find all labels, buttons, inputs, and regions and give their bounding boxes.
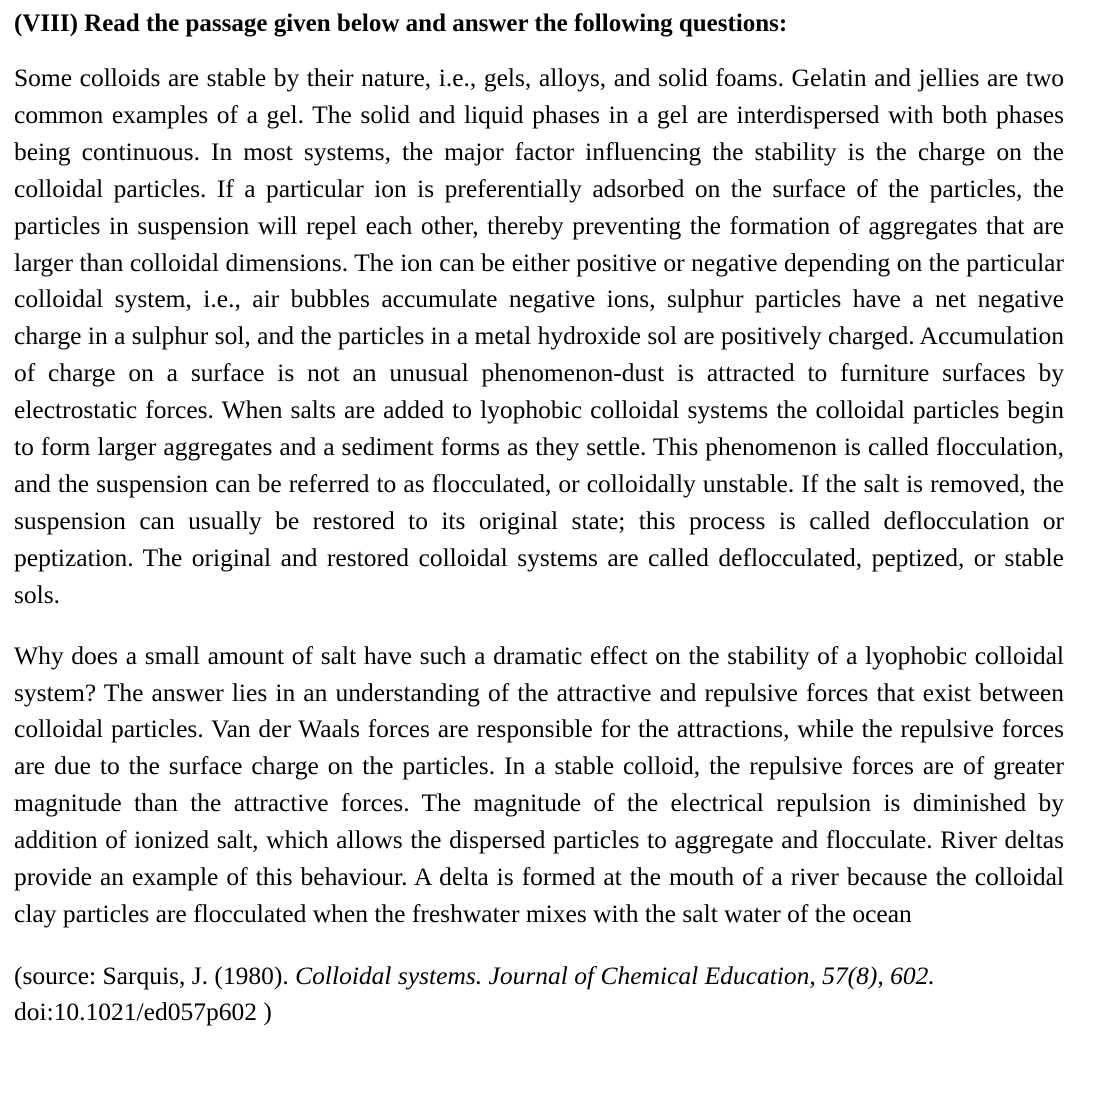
source-prefix: (source: Sarquis, J. (1980). [14,960,296,990]
document-page [14,6,1064,1030]
source-doi: doi:10.1021/ed057p602 ) [14,996,272,1026]
question-heading: (VIII) Read the passage given below and answer the following questions: [14,10,788,37]
source-citation [14,958,994,1030]
source-journal: Colloidal systems. Journal of Chemical Education, 57(8), 602. [295,960,935,990]
passage-paragraph-2: Why does a small amount of salt have such a dramatic effect on the stability of a lyophobic colloidal system? The answer lies in an understanding of the attractive and repulsive forces that exist between colloidal particles. Van der Waals forces are responsible for the attractions, while the repulsive forces are due to the surface charge on the particles. In a stable colloid, the repulsive forces are of greater magnitude than the attractive forces. The magnitude of the electrical repulsion is diminished by addition of ionized salt, which allows the dispersed particles to aggregate and flocculate. River deltas provide an example of this behaviour. A delta is formed at the mouth of a river because the colloidal clay particles are flocculated when the freshwater mixes with the salt water of the ocean [14,640,1064,928]
passage-paragraph-1: Some colloids are stable by their nature, i.e., gels, alloys, and solid foams. Gelatin and jellies are two common examples of a gel. The solid and liquid phases in a gel are interdispersed with both phases being continuous. In most systems, the major factor influencing the stability is the charge on the colloidal particles. If a particular ion is preferentially adsorbed on the surface of the particles, the particles in suspension will repel each other, thereby preventing the formation of aggregates that are larger than colloidal dimensions. The ion can be either positive or negative depending on the particular colloidal system, i.e., air bubbles accumulate negative ions, sulphur particles have a net negative charge in a sulphur sol, and the particles in a metal hydroxide sol are positively charged. Accumulation of charge on a surface is not an unusual phenomenon-dust is attracted to furniture surfaces by electrostatic forces. When salts are added to lyophobic colloidal systems the colloidal particles begin to form larger aggregates and a sediment forms as they settle. This phenomenon is called flocculation, and the suspension can be referred to as flocculated, or colloidally unstable. If the salt is removed, the suspension can usually be restored to its original state; this process is called deflocculation or peptization. The original and restored colloidal systems are called deflocculated, peptized, or stable sols. [14,63,1064,609]
